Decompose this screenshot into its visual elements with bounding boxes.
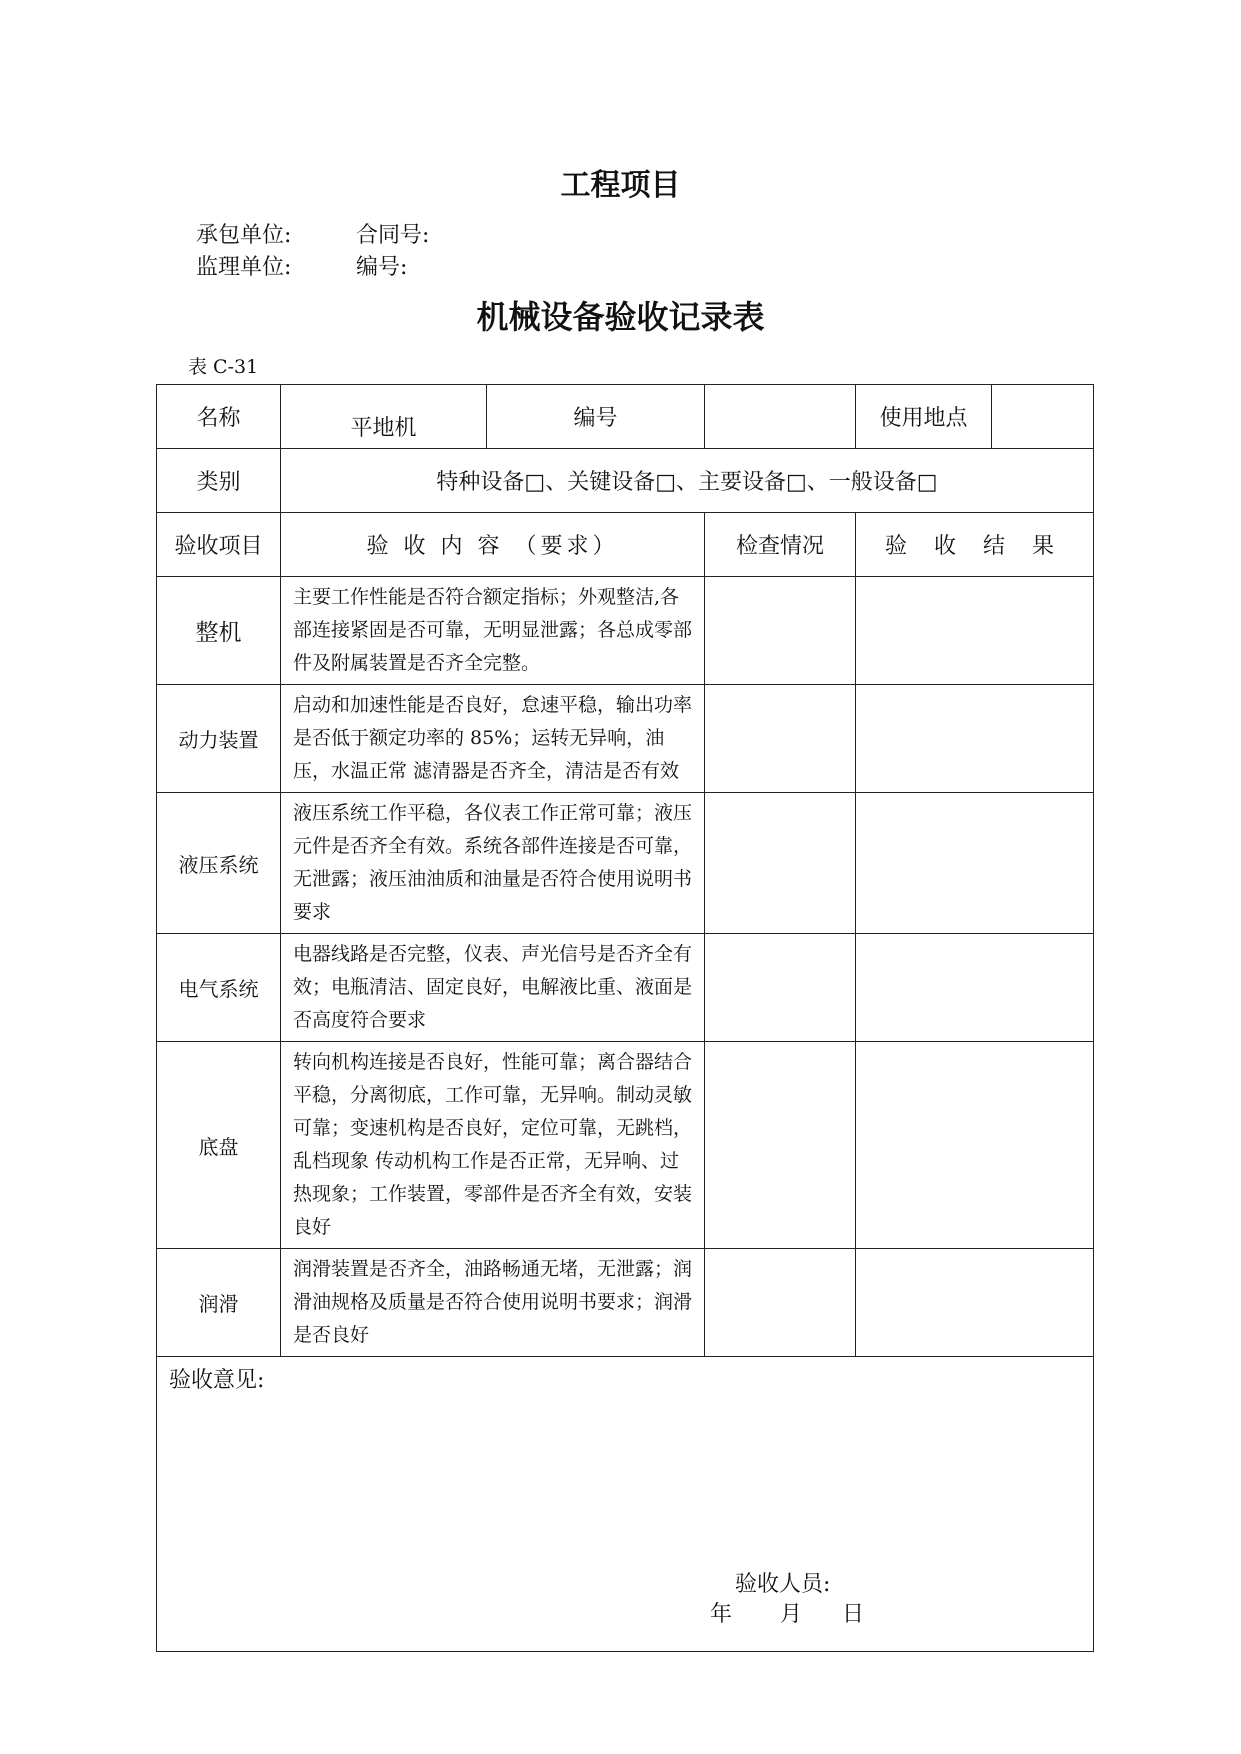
item-name: 电气系统 bbox=[157, 934, 281, 1042]
item-row bbox=[157, 1042, 1094, 1249]
item-name: 液压系统 bbox=[157, 793, 281, 934]
item-check-cell[interactable] bbox=[705, 1249, 856, 1357]
item-row bbox=[157, 685, 1094, 793]
item-check-cell[interactable] bbox=[705, 685, 856, 793]
form-code: 表 C-31 bbox=[188, 356, 259, 378]
day-label: 日 bbox=[842, 1602, 865, 1627]
item-result-cell[interactable] bbox=[856, 793, 1094, 934]
item-result-cell[interactable] bbox=[856, 685, 1094, 793]
item-name: 底盘 bbox=[157, 1042, 281, 1249]
location-label: 使用地点 bbox=[856, 385, 992, 449]
contract-no-label: 合同号: bbox=[356, 223, 430, 248]
item-requirement: 启动和加速性能是否良好，怠速平稳，输出功率是否低于额定功率的 85%；运转无异响，油压，水温正常 滤清器是否齐全，清洁是否有效 bbox=[281, 685, 705, 793]
category-row bbox=[157, 449, 1094, 513]
equipment-row bbox=[157, 385, 1094, 449]
inspector-label: 验收人员: bbox=[735, 1572, 831, 1597]
item-requirement: 电器线路是否完整，仪表、声光信号是否齐全有效；电瓶清洁、固定良好，电解液比重、液面是否高度符合要求 bbox=[281, 934, 705, 1042]
col-header-content: 验 收 内 容 （要求） bbox=[281, 513, 705, 577]
item-check-cell[interactable] bbox=[705, 1042, 856, 1249]
form-title: 机械设备验收记录表 bbox=[476, 298, 765, 336]
supervisor-label: 监理单位: bbox=[196, 255, 292, 280]
meta-row-contractor bbox=[196, 218, 429, 249]
item-name: 整机 bbox=[157, 577, 281, 685]
number-label: 编号 bbox=[487, 385, 705, 449]
item-row bbox=[157, 793, 1094, 934]
item-row bbox=[157, 934, 1094, 1042]
item-requirement: 润滑装置是否齐全，油路畅通无堵，无泄露；润滑油规格及质量是否符合使用说明书要求；润滑是否良好 bbox=[281, 1249, 705, 1357]
item-check-cell[interactable] bbox=[705, 793, 856, 934]
item-result-cell[interactable] bbox=[856, 1249, 1094, 1357]
project-title: 工程项目 bbox=[560, 168, 681, 203]
item-row bbox=[157, 577, 1094, 685]
item-requirement: 转向机构连接是否良好，性能可靠；离合器结合平稳，分离彻底，工作可靠，无异响。制动灵敏可靠；变速机构是否良好，定位可靠，无跳档，乱档现象 传动机构工作是否正常，无异响、过热现象；工作装置，零部件是否齐全有效，安装良好 bbox=[281, 1042, 705, 1249]
item-result-cell[interactable] bbox=[856, 1042, 1094, 1249]
opinion-area[interactable] bbox=[157, 1357, 1094, 1652]
meta-row-supervisor bbox=[196, 250, 407, 281]
item-name: 润滑 bbox=[157, 1249, 281, 1357]
serial-no-label: 编号: bbox=[356, 255, 408, 280]
item-result-cell[interactable] bbox=[856, 934, 1094, 1042]
category-options[interactable]: 特种设备□、关键设备□、主要设备□、一般设备□ bbox=[281, 449, 1094, 513]
category-label: 类别 bbox=[157, 449, 281, 513]
item-name: 动力装置 bbox=[157, 685, 281, 793]
opinion-label: 验收意见: bbox=[169, 1368, 265, 1393]
col-header-result: 验 收 结 果 bbox=[856, 513, 1094, 577]
col-header-check: 检查情况 bbox=[705, 513, 856, 577]
name-value[interactable]: 平地机 bbox=[281, 385, 487, 449]
location-value[interactable] bbox=[992, 385, 1094, 449]
number-value[interactable] bbox=[705, 385, 856, 449]
item-result-cell[interactable] bbox=[856, 577, 1094, 685]
opinion-row bbox=[157, 1357, 1094, 1652]
contractor-label: 承包单位: bbox=[196, 223, 292, 248]
name-label: 名称 bbox=[157, 385, 281, 449]
date-line bbox=[710, 1597, 864, 1628]
item-check-cell[interactable] bbox=[705, 934, 856, 1042]
item-row bbox=[157, 1249, 1094, 1357]
col-header-item: 验收项目 bbox=[157, 513, 281, 577]
item-requirement: 主要工作性能是否符合额定指标；外观整洁,各部连接紧固是否可靠，无明显泄露；各总成零部件及附属装置是否齐全完整。 bbox=[281, 577, 705, 685]
year-label: 年 bbox=[710, 1602, 733, 1627]
item-requirement: 液压系统工作平稳，各仪表工作正常可靠；液压元件是否齐全有效。系统各部件连接是否可靠，无泄露；液压油油质和油量是否符合使用说明书要求 bbox=[281, 793, 705, 934]
column-header-row bbox=[157, 513, 1094, 577]
item-check-cell[interactable] bbox=[705, 577, 856, 685]
acceptance-table bbox=[156, 384, 1094, 1652]
month-label: 月 bbox=[780, 1602, 803, 1627]
